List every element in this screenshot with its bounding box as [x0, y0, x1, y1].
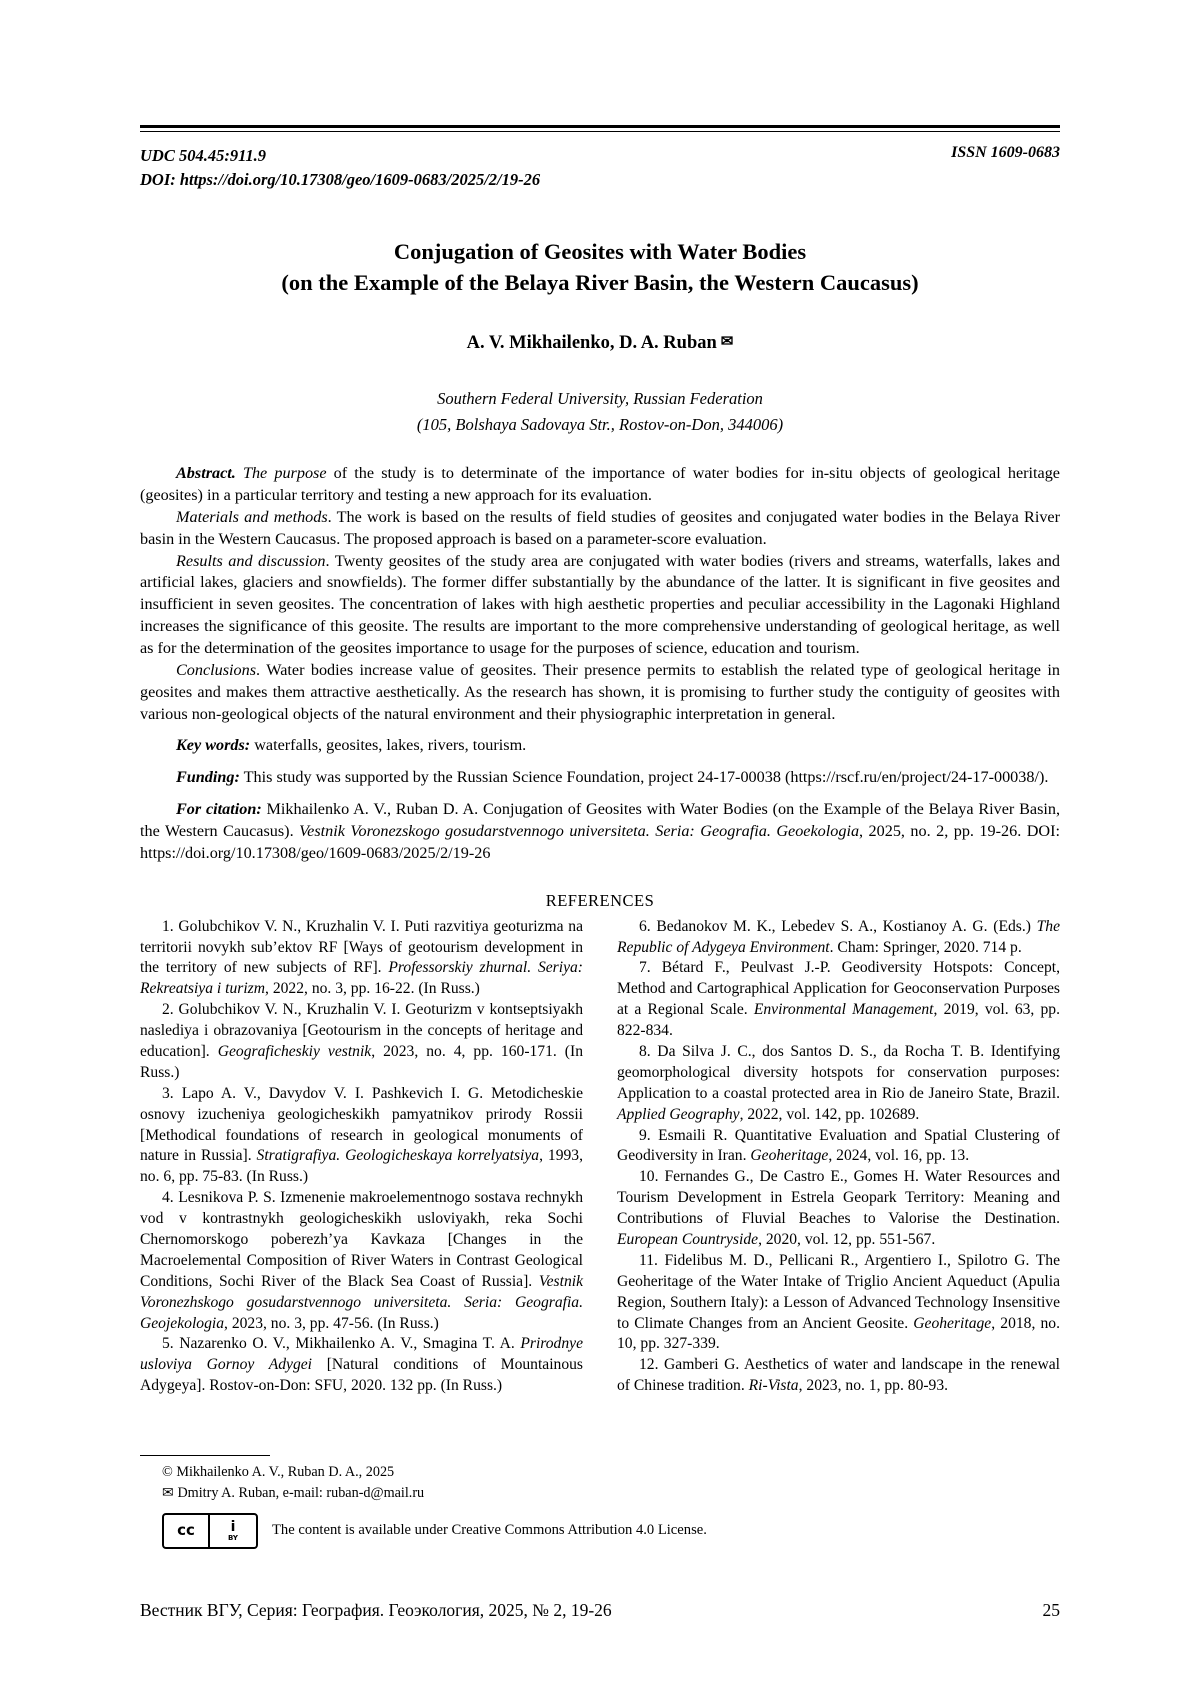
reference-item — [140, 1188, 583, 1334]
footnote-block — [140, 1455, 1060, 1549]
funding — [140, 767, 1060, 789]
reference-item — [617, 1042, 1060, 1126]
abstract-materials-text: . The work is based on the results of field studies of geosites and conjugated water bodies in the Belaya River basin in the Western Caucasus. The proposed approach is based on a parameter-score evaluation. — [140, 507, 1060, 548]
reference-source: Environmental Management — [753, 1001, 934, 1019]
abstract-results-label: Results and discussion — [176, 551, 326, 570]
license-text: The content is available under Creative Commons Attribution 4.0 License. — [272, 1521, 707, 1538]
abstract-conclusions — [140, 660, 1060, 726]
references-heading: REFERENCES — [545, 890, 655, 910]
reference-source: Professorskiy zhurnal. Seriya: Rekreatsiya i turizm — [140, 959, 583, 998]
funding-text: This study was supported by the Russian Science Foundation, project 24-17-00038 (https://rscf.ru/en/project/24-17-00038/). — [239, 768, 1049, 787]
reference-pre: 11. Fidelibus M. D., Pellicani R., Argentiero I., Spilotro G. The Geoheritage of the Water Intake of Triglio Ancient Aqueduct (Apulia Region, Southern Italy): a Lesson of Advanced Technology Insensitive to Climate Changes from an Ancient Geosite. — [617, 1251, 1060, 1332]
abstract-purpose-text: of the study is to determinate of the importance of water bodies for in-situ objects of geological heritage (geosites) in a particular territory and testing a new approach for its evaluation. — [140, 464, 1060, 504]
reference-post: , 2023, no. 1, pp. 80-93. — [798, 1377, 949, 1395]
reference-item — [617, 1355, 1060, 1397]
citation-text-pre: Mikhailenko A. V., Ruban D. A. Conjugation of Geosites with Water Bodies (on the Example of the Belaya River Basin, the Western Caucasus). — [140, 800, 1061, 840]
keywords — [140, 735, 1060, 757]
reference-item — [617, 958, 1060, 1042]
header-identifiers — [140, 144, 540, 192]
page-title — [140, 236, 1060, 298]
license-row — [140, 1513, 1060, 1549]
abstract-conclusions-label: Conclusions — [176, 660, 257, 679]
reference-source: European Countryside — [617, 1231, 759, 1249]
citation — [140, 799, 1060, 865]
cc-by-glyph — [210, 1515, 256, 1547]
reference-item — [140, 1334, 583, 1397]
reference-pre: 12. Gamberi G. Aesthetics of water and landscape in the renewal of Chinese tradition. — [617, 1356, 1060, 1395]
reference-pre: 10. Fernandes G., De Castro E., Gomes H. Water Resources and Tourism Development in Estrela Geopark Territory: Meaning and Contributions of Fluvial Beaches to Valorise the Destination. — [617, 1168, 1060, 1228]
footer-journal-line: Вестник ВГУ, Серия: География. Геоэкология, 2025, № 2, 19-26 — [140, 1600, 612, 1620]
reference-item — [617, 917, 1060, 959]
reference-post: , 2018, no. 10, pp. 327-339. — [617, 1314, 1060, 1353]
affiliation-address: (105, Bolshaya Sadovaya Str., Rostov-on-Don, 344006) — [416, 414, 784, 434]
reference-post: . Cham: Springer, 2020. 714 p. — [829, 938, 1022, 956]
cc-person-glyph: i — [230, 1518, 236, 1535]
reference-post: , 2020, vol. 12, pp. 551-567. — [758, 1231, 936, 1249]
keywords-text: waterfalls, geosites, lakes, rivers, tourism. — [250, 736, 527, 755]
footnote-rule — [140, 1455, 270, 1456]
reference-source: Geoheritage — [913, 1314, 992, 1332]
keywords-label: Key words: — [176, 736, 251, 755]
reference-item — [617, 1251, 1060, 1355]
reference-pre: 1. Golubchikov V. N., Kruzhalin V. I. Puti razvitiya geoturizma na territorii novykh sub’ektov RF [Ways of geotourism development in the territory of new subjects of RF]. — [140, 917, 583, 977]
abstract-purpose — [140, 463, 1060, 507]
reference-source: Geoheritage — [750, 1147, 829, 1165]
reference-source: Vestnik Voronezhskogo gosudarstvennogo universiteta. Seria: Geografia. Geojekologia — [140, 1272, 583, 1332]
reference-post: , 2022, vol. 142, pp. 102689. — [739, 1105, 920, 1123]
envelope-icon: ✉ — [720, 333, 734, 350]
abstract-label: Abstract. — [176, 464, 236, 483]
reference-pre: 5. Nazarenko O. V., Mikhailenko A. V., Smagina T. A. — [162, 1335, 521, 1353]
title-line-2: (on the Example of the Belaya River Basin, the Western Caucasus) — [281, 269, 919, 295]
abstract-purpose-lead: The purpose — [242, 464, 327, 483]
reference-pre: 9. Esmaili R. Quantitative Evaluation and Spatial Clustering of Geodiversity in Iran. — [617, 1126, 1060, 1165]
reference-post: [Natural conditions of Mountainous Adygeya]. Rostov-on-Don: SFU, 2020. 132 pp. (In Russ.) — [140, 1356, 584, 1395]
reference-item — [140, 1000, 583, 1084]
abstract-materials — [140, 507, 1060, 551]
issn-code: ISSN 1609-0683 — [951, 144, 1060, 161]
title-line-1: Conjugation of Geosites with Water Bodies — [393, 238, 807, 264]
author-names: A. V. Mikhailenko, D. A. Ruban — [466, 332, 717, 353]
abstract-results-text: . Twenty geosites of the study area are conjugated with water bodies (rivers and streams, waterfalls, lakes and artificial lakes, glaciers and snowfields). The former differ substantially by the abundance of the latter. It is significant in five geosites and insufficient in seven geosites. The concentration of lakes with high aesthetic properties and peculiar accessibility in the Lagonaki Highland increases the significance of this geosite. The results are important to the more comprehensive understanding of geological heritage, as well as for the determination of the geosites importance to usage for the purposes of science, education and tourism. — [140, 551, 1060, 657]
contact-line — [140, 1483, 1060, 1504]
reference-item — [140, 917, 583, 1001]
abstract-results — [140, 551, 1060, 660]
reference-post: , 2023, no. 4, pp. 160-171. (In Russ.) — [140, 1043, 583, 1081]
reference-pre: 4. Lesnikova P. S. Izmenenie makroelementnogo sostava rechnykh vod v kontrastnykh geologicheskikh usloviyakh, reka Sochi Chernomorskogo poberezh’ya Kavkaza [Changes in the Macroelemental Composition of River Waters in Contrast Geological Conditions, Sochi River of the Black Sea Coast of Russia]. — [140, 1189, 583, 1290]
reference-item — [617, 1167, 1060, 1251]
affiliation-institution: Southern Federal University, Russian Federation — [437, 388, 763, 408]
cc-by-label: BY — [227, 1533, 239, 1542]
reference-post: , 2022, no. 3, pp. 16-22. (In Russ.) — [265, 980, 480, 998]
citation-text-post: , 2025, no. 2, pp. 19-26. DOI: https://doi.org/10.17308/geo/1609-0683/2025/2/19-26 — [140, 821, 1060, 862]
reference-pre: 8. Da Silva J. C., dos Santos D. S., da Rocha T. B. Identifying geomorphological diversity hotspots for conservation purposes: Application to a coastal protected area in Rio de Janeiro State, Brazil. — [617, 1043, 1060, 1102]
reference-post: , 1993, no. 6, pp. 75-83. (In Russ.) — [140, 1147, 584, 1186]
reference-post: , 2023, no. 3, pp. 47-56. (In Russ.) — [224, 1314, 439, 1332]
cc-glyph: cc — [164, 1515, 210, 1547]
reference-item — [617, 1126, 1060, 1168]
funding-label: Funding: — [176, 768, 240, 787]
header-meta — [140, 144, 1060, 192]
doi-line: DOI: https://doi.org/10.17308/geo/1609-0683/2025/2/19-26 — [140, 169, 541, 189]
citation-label: For citation: — [176, 800, 262, 819]
page-content — [140, 0, 1060, 1397]
header-rule-thin — [140, 131, 1060, 132]
reference-item — [140, 1084, 583, 1188]
reference-source: The Republic of Adygeya Environment — [617, 917, 1060, 956]
udc-code: UDC 504.45:911.9 — [140, 146, 267, 165]
references-columns — [140, 917, 1060, 1397]
reference-post: , 2024, vol. 16, pp. 13. — [828, 1147, 970, 1165]
reference-pre: 2. Golubchikov V. N., Kruzhalin V. I. Geoturizm v kontseptsiyakh naslediya i obrazovaniya [Geotourism in the concepts of heritage and education]. — [140, 1001, 583, 1061]
affiliation — [140, 386, 1060, 437]
reference-source: Geograficheskiy vestnik — [217, 1043, 372, 1061]
author-list — [140, 332, 1060, 354]
abstract-conclusions-text: . Water bodies increase value of geosites. Their presence permits to establish the related type of geological heritage in geosites and makes them attractive aesthetically. As the research has shown, it is promising to further study the contiguity of geosites with various non-geological objects of the natural environment and their physiographic interpretation in general. — [140, 660, 1060, 723]
reference-pre: 7. Bétard F., Peulvast J.-P. Geodiversity Hotspots: Concept, Method and Cartographical Application for Geoconservation Purposes at a Regional Scale. — [617, 959, 1060, 1019]
creative-commons-icon — [162, 1513, 258, 1549]
envelope-icon: ✉ — [162, 1485, 174, 1502]
abstract-block — [140, 463, 1060, 865]
references-column-left — [140, 917, 583, 1397]
contact-email-text: Dmitry A. Ruban, e-mail: ruban-d@mail.ru — [177, 1485, 425, 1502]
page-footer — [140, 1600, 1060, 1621]
reference-post: , 2019, vol. 63, pp. 822-834. — [617, 1001, 1060, 1040]
header-rule-thick — [140, 125, 1060, 128]
footer-page-number: 25 — [1042, 1600, 1060, 1620]
reference-pre: 6. Bedanokov M. K., Lebedev S. A., Kostianoy A. G. (Eds.) — [639, 917, 1037, 935]
reference-source: Applied Geography — [617, 1105, 740, 1123]
citation-journal: Vestnik Voronezskogo gosudarstvennogo universiteta. Seria: Geografia. Geoekologia — [299, 821, 860, 840]
references-column-right — [617, 917, 1060, 1397]
reference-source: Stratigrafiya. Geologicheskaya korrelyatsiya — [256, 1147, 540, 1165]
abstract-materials-label: Materials and methods — [176, 507, 328, 526]
copyright-line: © Mikhailenko A. V., Ruban D. A., 2025 — [162, 1464, 395, 1480]
reference-source: Ri-Vista — [748, 1377, 799, 1395]
reference-pre: 3. Lapo A. V., Davydov V. I. Pashkevich I. G. Metodicheskie osnovy izucheniya geologicheskikh pamyatnikov prirody Rossii [Methodical foundations of research in geological monuments of nature in Russia]. — [140, 1084, 583, 1165]
reference-source: Prirodnye usloviya Gornoy Adygei — [140, 1335, 583, 1374]
